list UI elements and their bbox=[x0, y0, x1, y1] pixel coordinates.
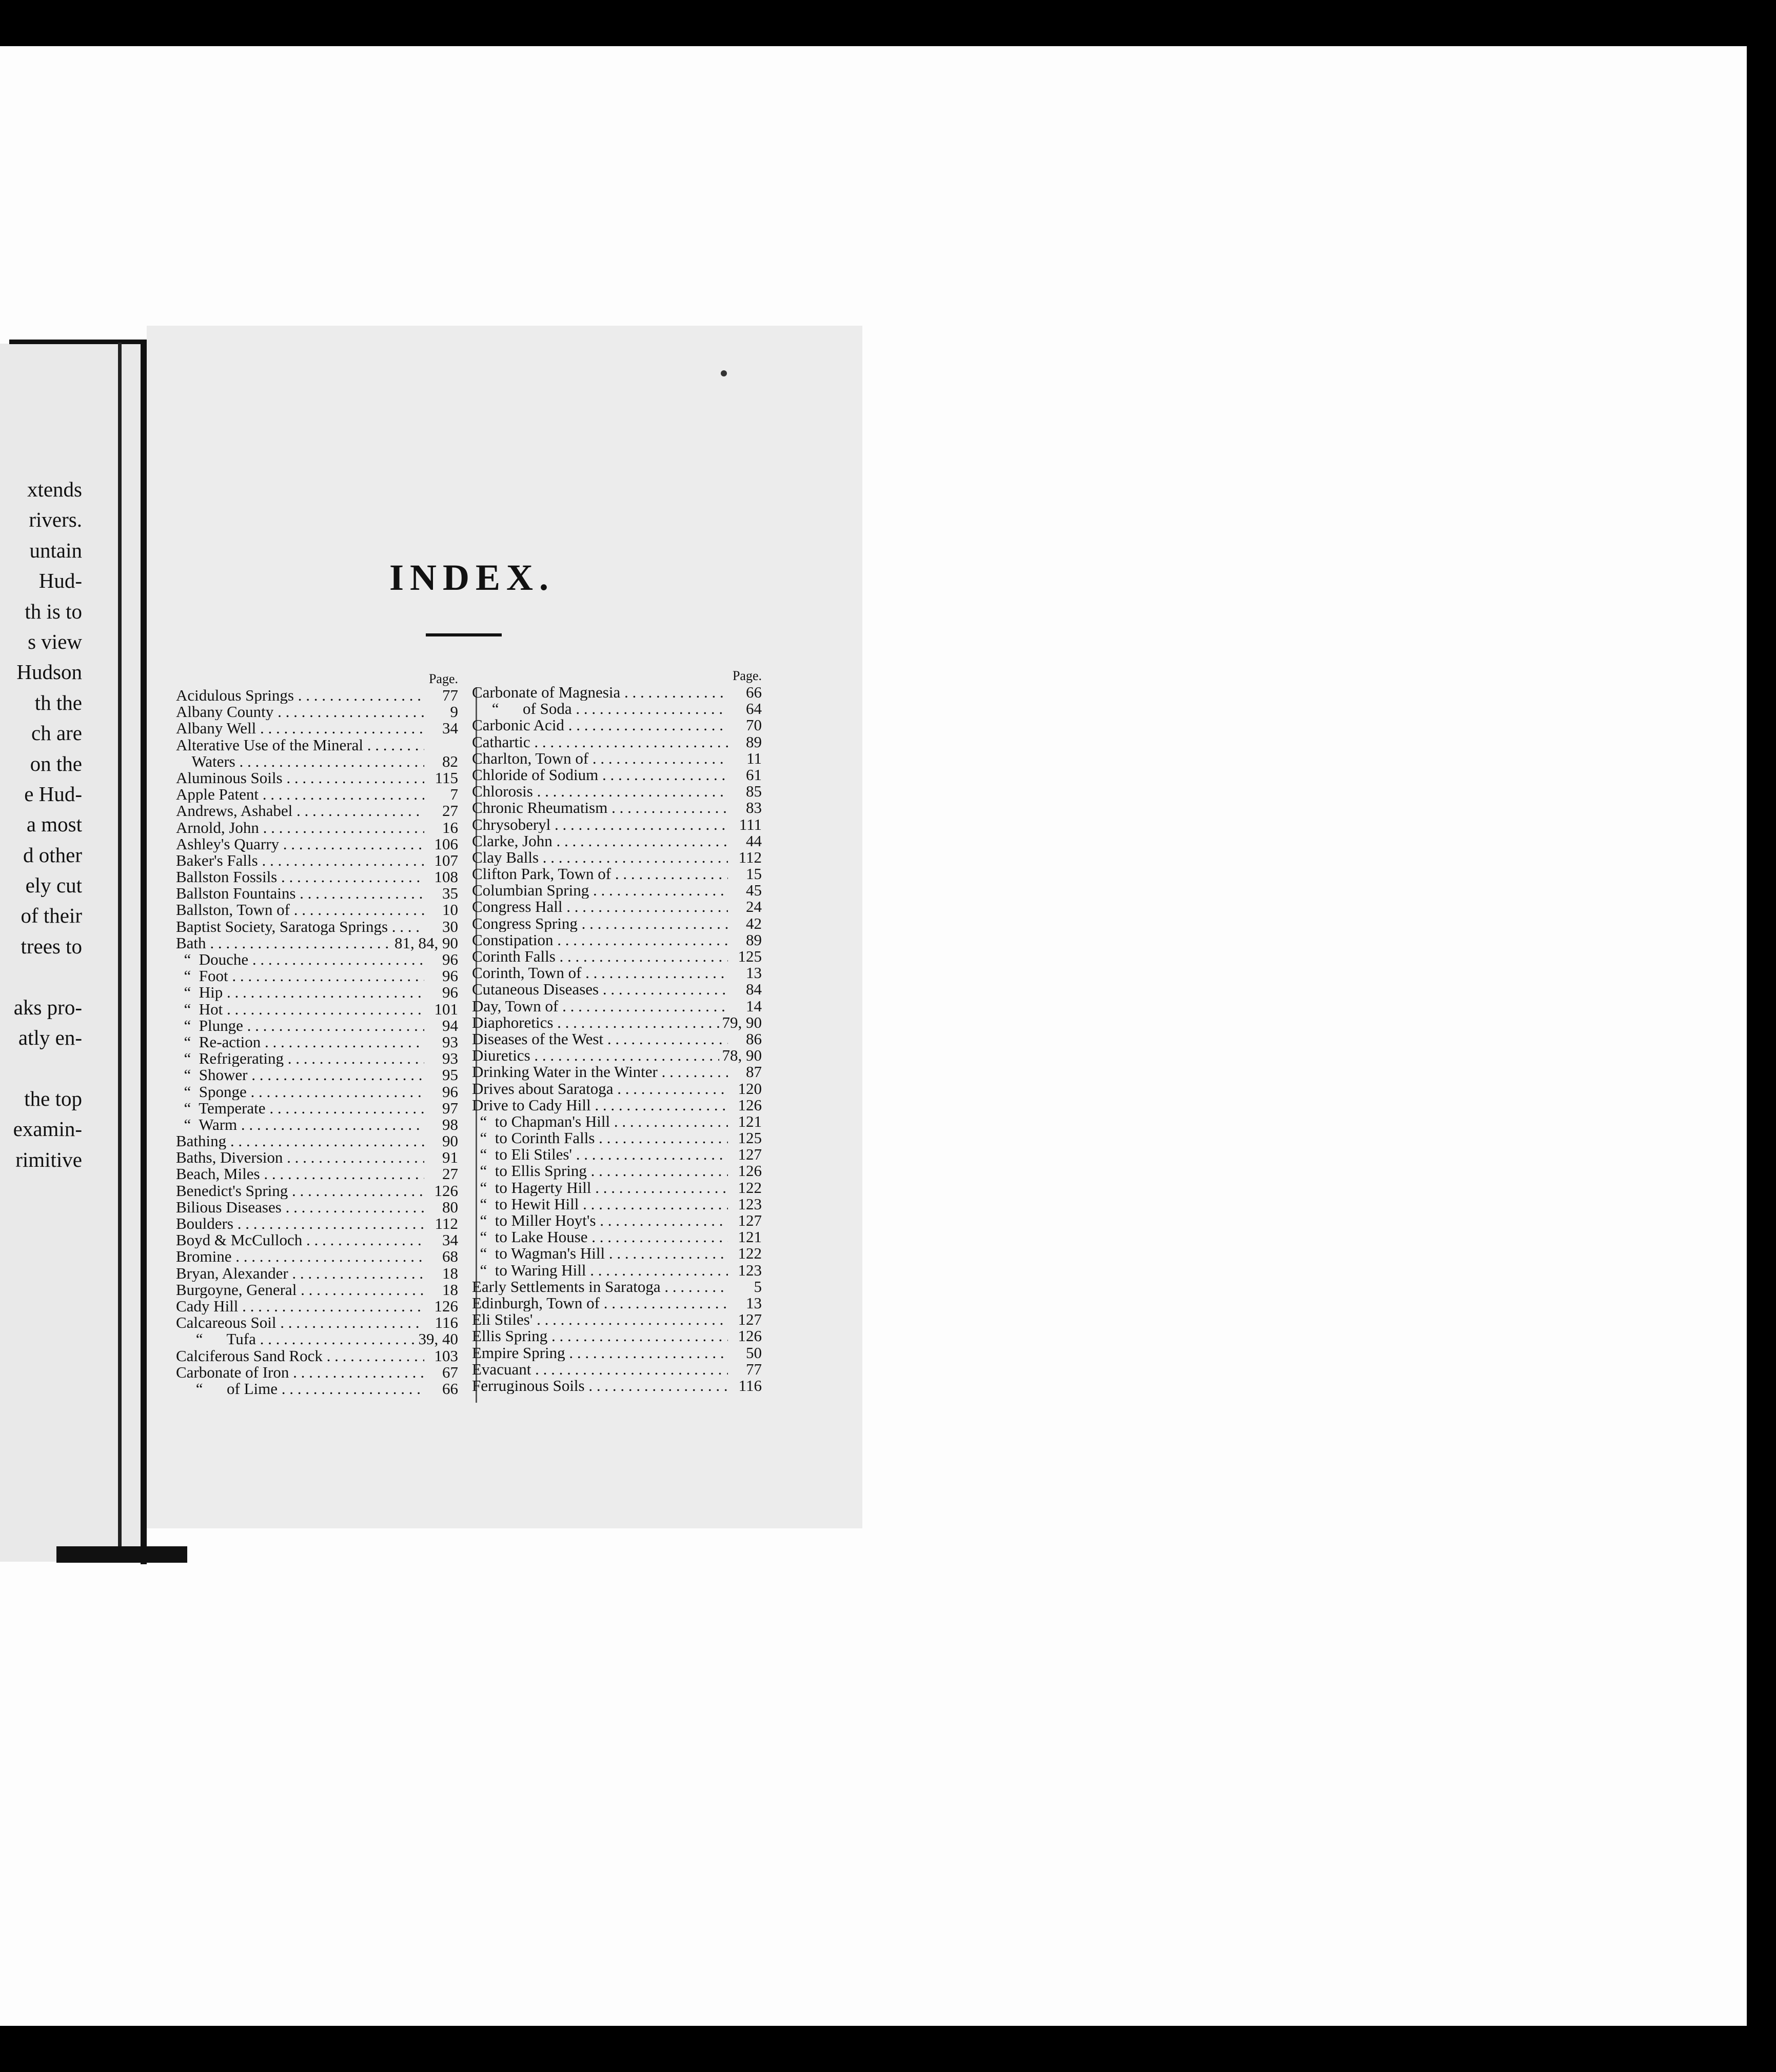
index-page-number: 79, 90 bbox=[722, 1013, 762, 1031]
index-term: Clay Balls . . . bbox=[472, 849, 728, 866]
index-term: Burgoyne, General . . . bbox=[176, 1282, 424, 1298]
index-term: Chloride of Sodium . . . bbox=[472, 767, 728, 783]
index-term: “ to Lake House . . . bbox=[472, 1229, 728, 1245]
previous-page-line: ch are bbox=[31, 721, 82, 745]
index-page-number: 66 bbox=[746, 683, 762, 701]
index-entry bbox=[472, 1130, 762, 1146]
index-page-number: 103 bbox=[434, 1346, 458, 1365]
index-page-number: 10 bbox=[442, 901, 458, 919]
index-term: “ Foot . . . bbox=[176, 968, 424, 984]
index-page-number: 16 bbox=[442, 818, 458, 836]
index-entry bbox=[472, 1262, 762, 1279]
index-page-number: 13 bbox=[746, 964, 762, 982]
index-entry bbox=[176, 1265, 458, 1282]
index-term: Carbonate of Magnesia . . . bbox=[472, 684, 728, 701]
index-entry bbox=[472, 717, 762, 733]
index-term: “ Sponge . . . bbox=[176, 1084, 424, 1100]
index-page-number: 68 bbox=[442, 1247, 458, 1266]
index-page-number: 93 bbox=[442, 1049, 458, 1068]
index-page-number: 123 bbox=[738, 1261, 762, 1279]
previous-page-line bbox=[0, 962, 82, 992]
index-term: Beach, Miles . . . bbox=[176, 1166, 424, 1182]
index-term: “ of Soda . . . bbox=[472, 701, 728, 717]
previous-page-line: d other bbox=[23, 843, 82, 867]
index-entry bbox=[472, 1212, 762, 1229]
index-entry bbox=[176, 1133, 458, 1149]
index-page-number: 95 bbox=[442, 1066, 458, 1084]
index-entry bbox=[176, 1166, 458, 1182]
index-term: “ to Wagman's Hill . . . bbox=[472, 1245, 728, 1262]
index-entry bbox=[472, 1279, 762, 1295]
index-page-number: 18 bbox=[442, 1264, 458, 1282]
index-page-number: 82 bbox=[442, 752, 458, 770]
index-page-number: 61 bbox=[746, 765, 762, 784]
index-entry bbox=[176, 968, 458, 984]
index-term: “ Douche . . . bbox=[176, 951, 424, 968]
index-term: “ to Hewit Hill . . . bbox=[472, 1196, 728, 1212]
index-page-number: 50 bbox=[746, 1343, 762, 1362]
index-page-number: 121 bbox=[738, 1112, 762, 1130]
index-page-number: 34 bbox=[442, 719, 458, 738]
index-entry bbox=[472, 750, 762, 767]
index-entry bbox=[176, 1018, 458, 1034]
index-page-number: 27 bbox=[442, 1165, 458, 1183]
index-term: Drinking Water in the Winter . . . bbox=[472, 1064, 728, 1080]
previous-page-text bbox=[0, 474, 82, 1175]
previous-page-line: atly en- bbox=[18, 1026, 82, 1050]
index-entry bbox=[176, 820, 458, 836]
index-entry bbox=[176, 1001, 458, 1018]
index-entry bbox=[472, 948, 762, 965]
index-entry bbox=[176, 919, 458, 935]
page-header: Page. bbox=[428, 671, 458, 686]
previous-page-line: aks pro- bbox=[13, 995, 82, 1019]
index-page-number: 87 bbox=[746, 1063, 762, 1081]
index-page-number: 77 bbox=[746, 1360, 762, 1378]
previous-page-line: Hudson bbox=[16, 660, 82, 684]
index-term: Calcareous Soil . . . bbox=[176, 1314, 424, 1331]
index-term: Corinth Falls . . . bbox=[472, 948, 728, 965]
index-entry bbox=[176, 1050, 458, 1067]
index-entry bbox=[472, 1047, 762, 1064]
title-rule bbox=[426, 633, 502, 636]
index-entry bbox=[176, 1199, 458, 1216]
index-term: Clarke, John . . . bbox=[472, 833, 728, 849]
index-term: “ Tufa . . . bbox=[176, 1331, 416, 1347]
index-term: Early Settlements in Saratoga . . . bbox=[472, 1279, 728, 1295]
index-page-number: 11 bbox=[746, 749, 762, 767]
index-entry bbox=[176, 1117, 458, 1133]
index-page-number: 126 bbox=[434, 1181, 458, 1200]
index-term: Chronic Rheumatism . . . bbox=[472, 800, 728, 816]
index-entry bbox=[472, 1113, 762, 1130]
index-entry bbox=[472, 1031, 762, 1047]
index-entry bbox=[176, 1067, 458, 1083]
index-page-number: 85 bbox=[746, 782, 762, 801]
index-entry bbox=[176, 704, 458, 720]
index-term: “ Temperate . . . bbox=[176, 1100, 424, 1117]
index-term: Charlton, Town of . . . bbox=[472, 750, 728, 767]
index-page-number: 91 bbox=[442, 1148, 458, 1167]
index-column-left bbox=[176, 671, 458, 1397]
index-term: Chlorosis . . . bbox=[472, 783, 728, 800]
previous-page-line: trees to bbox=[21, 934, 82, 958]
index-term: Columbian Spring . . . bbox=[472, 882, 728, 899]
index-entry bbox=[176, 1381, 458, 1397]
index-entry bbox=[472, 783, 762, 800]
index-page-number: 122 bbox=[738, 1178, 762, 1197]
index-term: Ellis Spring . . . bbox=[472, 1328, 728, 1344]
index-term: “ to Corinth Falls . . . bbox=[472, 1130, 728, 1146]
previous-page-line: a most bbox=[26, 812, 82, 836]
index-term: Benedict's Spring . . . bbox=[176, 1183, 424, 1199]
index-entry bbox=[176, 1248, 458, 1265]
index-page-number: 116 bbox=[435, 1313, 458, 1332]
index-term: Bilious Diseases . . . bbox=[176, 1199, 424, 1216]
index-term: Baptist Society, Saratoga Springs . . . bbox=[176, 919, 424, 935]
index-page-number: 83 bbox=[746, 799, 762, 817]
index-term: “ to Chapman's Hill . . . bbox=[472, 1113, 728, 1130]
index-entry bbox=[472, 767, 762, 783]
index-term: Eli Stiles' . . . bbox=[472, 1311, 728, 1328]
index-page-number: 96 bbox=[442, 967, 458, 985]
index-term: “ to Waring Hill . . . bbox=[472, 1262, 728, 1279]
index-term: “ Warm . . . bbox=[176, 1117, 424, 1133]
index-term: Waters . . . bbox=[176, 753, 424, 770]
index-page-number: 122 bbox=[738, 1244, 762, 1263]
index-page-number: 126 bbox=[738, 1162, 762, 1180]
index-entry bbox=[176, 720, 458, 736]
previous-page-line: rivers. bbox=[29, 508, 82, 532]
index-term: Cathartic . . . bbox=[472, 734, 728, 750]
index-term: Congress Spring . . . bbox=[472, 915, 728, 932]
index-page-number: 18 bbox=[442, 1280, 458, 1299]
index-entry bbox=[472, 734, 762, 750]
index-term: Ashley's Quarry . . . bbox=[176, 836, 424, 852]
index-page-number: 24 bbox=[746, 898, 762, 916]
index-entry bbox=[176, 1331, 458, 1347]
index-entry bbox=[176, 687, 458, 704]
index-page-number: 66 bbox=[442, 1379, 458, 1398]
index-entry bbox=[472, 965, 762, 981]
index-entry bbox=[472, 1014, 762, 1031]
index-entry bbox=[176, 1364, 458, 1381]
index-entry bbox=[176, 1216, 458, 1232]
index-entry bbox=[472, 1229, 762, 1245]
index-term: Ballston Fountains . . . bbox=[176, 885, 424, 902]
index-page-number: 112 bbox=[435, 1214, 458, 1232]
index-entry bbox=[176, 803, 458, 819]
index-entry bbox=[176, 1183, 458, 1199]
index-term: Edinburgh, Town of . . . bbox=[472, 1295, 728, 1311]
index-page-number: 121 bbox=[738, 1228, 762, 1246]
index-term: Bathing . . . bbox=[176, 1133, 424, 1149]
index-term: Evacuant . . . bbox=[472, 1361, 728, 1378]
index-term: Andrews, Ashabel . . . bbox=[176, 803, 424, 819]
index-page-number: 126 bbox=[738, 1327, 762, 1345]
previous-page-line: on the bbox=[30, 751, 82, 775]
ink-speck bbox=[721, 370, 727, 376]
index-entry bbox=[176, 951, 458, 968]
index-entry bbox=[472, 1328, 762, 1344]
index-entry bbox=[176, 753, 458, 770]
index-term: Bromine . . . bbox=[176, 1248, 424, 1265]
index-entry bbox=[472, 1378, 762, 1394]
index-term: Calciferous Sand Rock . . . bbox=[176, 1348, 424, 1364]
index-term: Ballston, Town of . . . bbox=[176, 902, 424, 918]
index-term: “ to Eli Stiles' . . . bbox=[472, 1146, 728, 1163]
index-page-number: 34 bbox=[442, 1231, 458, 1249]
index-term: Cutaneous Diseases . . . bbox=[472, 981, 728, 998]
index-page-number bbox=[424, 737, 458, 753]
index-term: Bath . . . bbox=[176, 935, 391, 951]
index-page-number: 70 bbox=[746, 716, 762, 734]
index-entry bbox=[176, 984, 458, 1001]
index-term: Albany Well . . . bbox=[176, 720, 424, 736]
index-page-number: 9 bbox=[450, 703, 458, 721]
index-term: Alterative Use of the Mineral . . . bbox=[176, 737, 424, 753]
index-term: Chrysoberyl . . . bbox=[472, 816, 728, 833]
index-page-number: 27 bbox=[442, 802, 458, 820]
index-entry bbox=[472, 1311, 762, 1328]
index-term: Diuretics . . . bbox=[472, 1047, 719, 1064]
index-page-number: 94 bbox=[442, 1016, 458, 1034]
index-entry bbox=[472, 816, 762, 833]
index-entry bbox=[176, 885, 458, 902]
index-term: Carbonate of Iron . . . bbox=[176, 1364, 424, 1381]
index-page-number: 7 bbox=[450, 785, 458, 804]
previous-page-line: of their bbox=[21, 904, 82, 928]
index-term: Drives about Saratoga . . . bbox=[472, 1081, 728, 1097]
index-term: Albany County . . . bbox=[176, 704, 424, 720]
index-entry bbox=[176, 737, 458, 753]
index-term: Arnold, John . . . bbox=[176, 820, 424, 836]
index-entry bbox=[472, 882, 762, 899]
index-page-number: 14 bbox=[746, 997, 762, 1015]
index-entry bbox=[472, 684, 762, 701]
index-page-number: 81, 84, 90 bbox=[394, 933, 458, 952]
index-term: Carbonic Acid . . . bbox=[472, 717, 728, 733]
index-term: Ferruginous Soils . . . bbox=[472, 1378, 728, 1394]
index-page-number: 126 bbox=[738, 1095, 762, 1114]
index-page-number: 42 bbox=[746, 914, 762, 932]
previous-page-line: Hud- bbox=[38, 569, 82, 593]
binding-line bbox=[118, 343, 122, 1553]
index-entry bbox=[472, 981, 762, 998]
index-entry bbox=[472, 1345, 762, 1361]
index-term: Clifton Park, Town of . . . bbox=[472, 866, 728, 882]
previous-page-line: the top bbox=[24, 1086, 82, 1110]
index-term: Day, Town of . . . bbox=[472, 998, 728, 1014]
index-term: Aluminous Soils . . . bbox=[176, 770, 424, 786]
index-page-number: 13 bbox=[746, 1293, 762, 1312]
index-entry bbox=[176, 1298, 458, 1314]
index-page-number: 5 bbox=[754, 1277, 762, 1296]
index-page-number: 80 bbox=[442, 1198, 458, 1216]
index-page-number: 126 bbox=[434, 1297, 458, 1315]
index-page-number: 45 bbox=[746, 881, 762, 900]
index-entry bbox=[472, 1361, 762, 1378]
bottom-rule bbox=[56, 1546, 187, 1563]
index-entry bbox=[472, 899, 762, 915]
index-term: Baths, Diversion . . . bbox=[176, 1149, 424, 1166]
index-page-number: 120 bbox=[738, 1079, 762, 1098]
page-title: INDEX. bbox=[389, 557, 555, 598]
index-page-number: 127 bbox=[738, 1211, 762, 1229]
index-page-number: 84 bbox=[746, 980, 762, 999]
index-page-number: 125 bbox=[738, 947, 762, 965]
index-term: “ to Hagerty Hill . . . bbox=[472, 1180, 728, 1196]
index-term: Boulders . . . bbox=[176, 1216, 424, 1232]
index-entry bbox=[176, 869, 458, 885]
index-entry bbox=[472, 1064, 762, 1080]
index-term: “ to Miller Hoyt's . . . bbox=[472, 1212, 728, 1229]
index-page-number: 90 bbox=[442, 1132, 458, 1150]
previous-page-line: rimitive bbox=[15, 1147, 82, 1171]
index-entry bbox=[176, 1282, 458, 1298]
index-page-number: 101 bbox=[434, 1000, 458, 1018]
index-page-number: 78, 90 bbox=[722, 1046, 762, 1065]
page-border bbox=[141, 341, 147, 1564]
index-page-number: 96 bbox=[442, 1082, 458, 1101]
index-term: “ Refrigerating . . . bbox=[176, 1050, 424, 1067]
index-page-number: 127 bbox=[738, 1145, 762, 1164]
previous-page-line: examin- bbox=[13, 1117, 82, 1141]
index-entry bbox=[176, 1149, 458, 1166]
index-term: Cady Hill . . . bbox=[176, 1298, 424, 1314]
index-entry bbox=[176, 1314, 458, 1331]
index-term: Ballston Fossils . . . bbox=[176, 869, 424, 885]
index-entry bbox=[176, 852, 458, 869]
index-entry bbox=[472, 1245, 762, 1262]
index-entry bbox=[176, 1084, 458, 1100]
index-entry bbox=[472, 1081, 762, 1097]
index-entry bbox=[472, 1163, 762, 1179]
scan-border bbox=[0, 2027, 1776, 2072]
index-entry bbox=[176, 1100, 458, 1117]
index-page-number: 127 bbox=[738, 1310, 762, 1329]
previous-page-line: s view bbox=[28, 629, 82, 653]
previous-page-line: ely cut bbox=[25, 873, 82, 898]
index-page-number: 86 bbox=[746, 1029, 762, 1048]
index-term: “ Shower . . . bbox=[176, 1067, 424, 1083]
index-term: Baker's Falls . . . bbox=[176, 852, 424, 869]
index-page-number: 116 bbox=[738, 1376, 762, 1394]
page-header: Page. bbox=[732, 668, 762, 683]
index-term: “ Hip . . . bbox=[176, 984, 424, 1001]
index-term: Diseases of the West . . . bbox=[472, 1031, 728, 1047]
index-entry bbox=[472, 1196, 762, 1212]
index-entry bbox=[176, 1034, 458, 1050]
previous-page-line: untain bbox=[29, 538, 82, 562]
index-term: Corinth, Town of . . . bbox=[472, 965, 728, 981]
index-page-number: 125 bbox=[738, 1129, 762, 1147]
index-term: Apple Patent . . . bbox=[176, 786, 424, 803]
index-entry bbox=[472, 1146, 762, 1163]
index-page-number: 115 bbox=[435, 768, 458, 787]
index-entry bbox=[472, 998, 762, 1014]
index-page-number: 64 bbox=[746, 700, 762, 718]
index-term: “ Hot . . . bbox=[176, 1001, 424, 1018]
index-entry bbox=[472, 1180, 762, 1196]
previous-page-line: xtends bbox=[27, 477, 82, 501]
index-entry bbox=[176, 770, 458, 786]
index-entry bbox=[472, 866, 762, 882]
index-entry bbox=[472, 833, 762, 849]
index-entry bbox=[472, 915, 762, 932]
index-page-number: 30 bbox=[442, 917, 458, 935]
index-page-number: 107 bbox=[434, 851, 458, 869]
index-term: Congress Hall . . . bbox=[472, 899, 728, 915]
index-page-number: 44 bbox=[746, 831, 762, 850]
index-entry bbox=[472, 1097, 762, 1113]
index-page-number: 35 bbox=[442, 884, 458, 903]
index-term: “ of Lime . . . bbox=[176, 1381, 424, 1397]
index-page-number: 96 bbox=[442, 950, 458, 968]
index-entry bbox=[176, 902, 458, 918]
index-page-number: 77 bbox=[442, 686, 458, 704]
index-page-number: 97 bbox=[442, 1099, 458, 1117]
index-entry bbox=[176, 836, 458, 852]
index-entry bbox=[472, 1295, 762, 1311]
index-page-number: 89 bbox=[746, 930, 762, 949]
index-page-number: 106 bbox=[434, 834, 458, 853]
index-entry bbox=[472, 932, 762, 948]
index-page-number: 123 bbox=[738, 1194, 762, 1213]
index-entry bbox=[472, 701, 762, 717]
index-page-number: 111 bbox=[739, 815, 762, 833]
index-column-right bbox=[472, 668, 762, 1394]
index-term: “ Plunge . . . bbox=[176, 1018, 424, 1034]
index-page-number: 67 bbox=[442, 1363, 458, 1381]
index-page-number: 96 bbox=[442, 983, 458, 1002]
previous-page-line: th is to bbox=[25, 599, 82, 623]
index-entry bbox=[176, 786, 458, 803]
index-page-number: 39, 40 bbox=[418, 1330, 458, 1348]
index-page-number: 15 bbox=[746, 865, 762, 883]
index-entry bbox=[176, 935, 458, 951]
index-term: Drive to Cady Hill . . . bbox=[472, 1097, 728, 1113]
previous-page-line: e Hud- bbox=[24, 782, 82, 806]
index-term: Constipation . . . bbox=[472, 932, 728, 948]
index-entry bbox=[472, 800, 762, 816]
index-term: “ to Ellis Spring . . . bbox=[472, 1163, 728, 1179]
index-entry bbox=[176, 1348, 458, 1364]
index-term: Boyd & McCulloch . . . bbox=[176, 1232, 424, 1248]
previous-page-line: th the bbox=[34, 690, 82, 714]
index-page-number: 93 bbox=[442, 1032, 458, 1051]
index-page-number: 108 bbox=[434, 868, 458, 886]
previous-page-line bbox=[0, 1053, 82, 1083]
index-term: Acidulous Springs . . . bbox=[176, 687, 424, 704]
index-page-number: 89 bbox=[746, 732, 762, 751]
index-entry bbox=[472, 849, 762, 866]
index-page-number: 98 bbox=[442, 1115, 458, 1133]
index-term: Bryan, Alexander . . . bbox=[176, 1265, 424, 1282]
index-page-number: 112 bbox=[738, 848, 762, 866]
index-term: Empire Spring . . . bbox=[472, 1345, 728, 1361]
index-term: Diaphoretics . . . bbox=[472, 1014, 719, 1031]
index-term: “ Re-action . . . bbox=[176, 1034, 424, 1050]
index-entry bbox=[176, 1232, 458, 1248]
